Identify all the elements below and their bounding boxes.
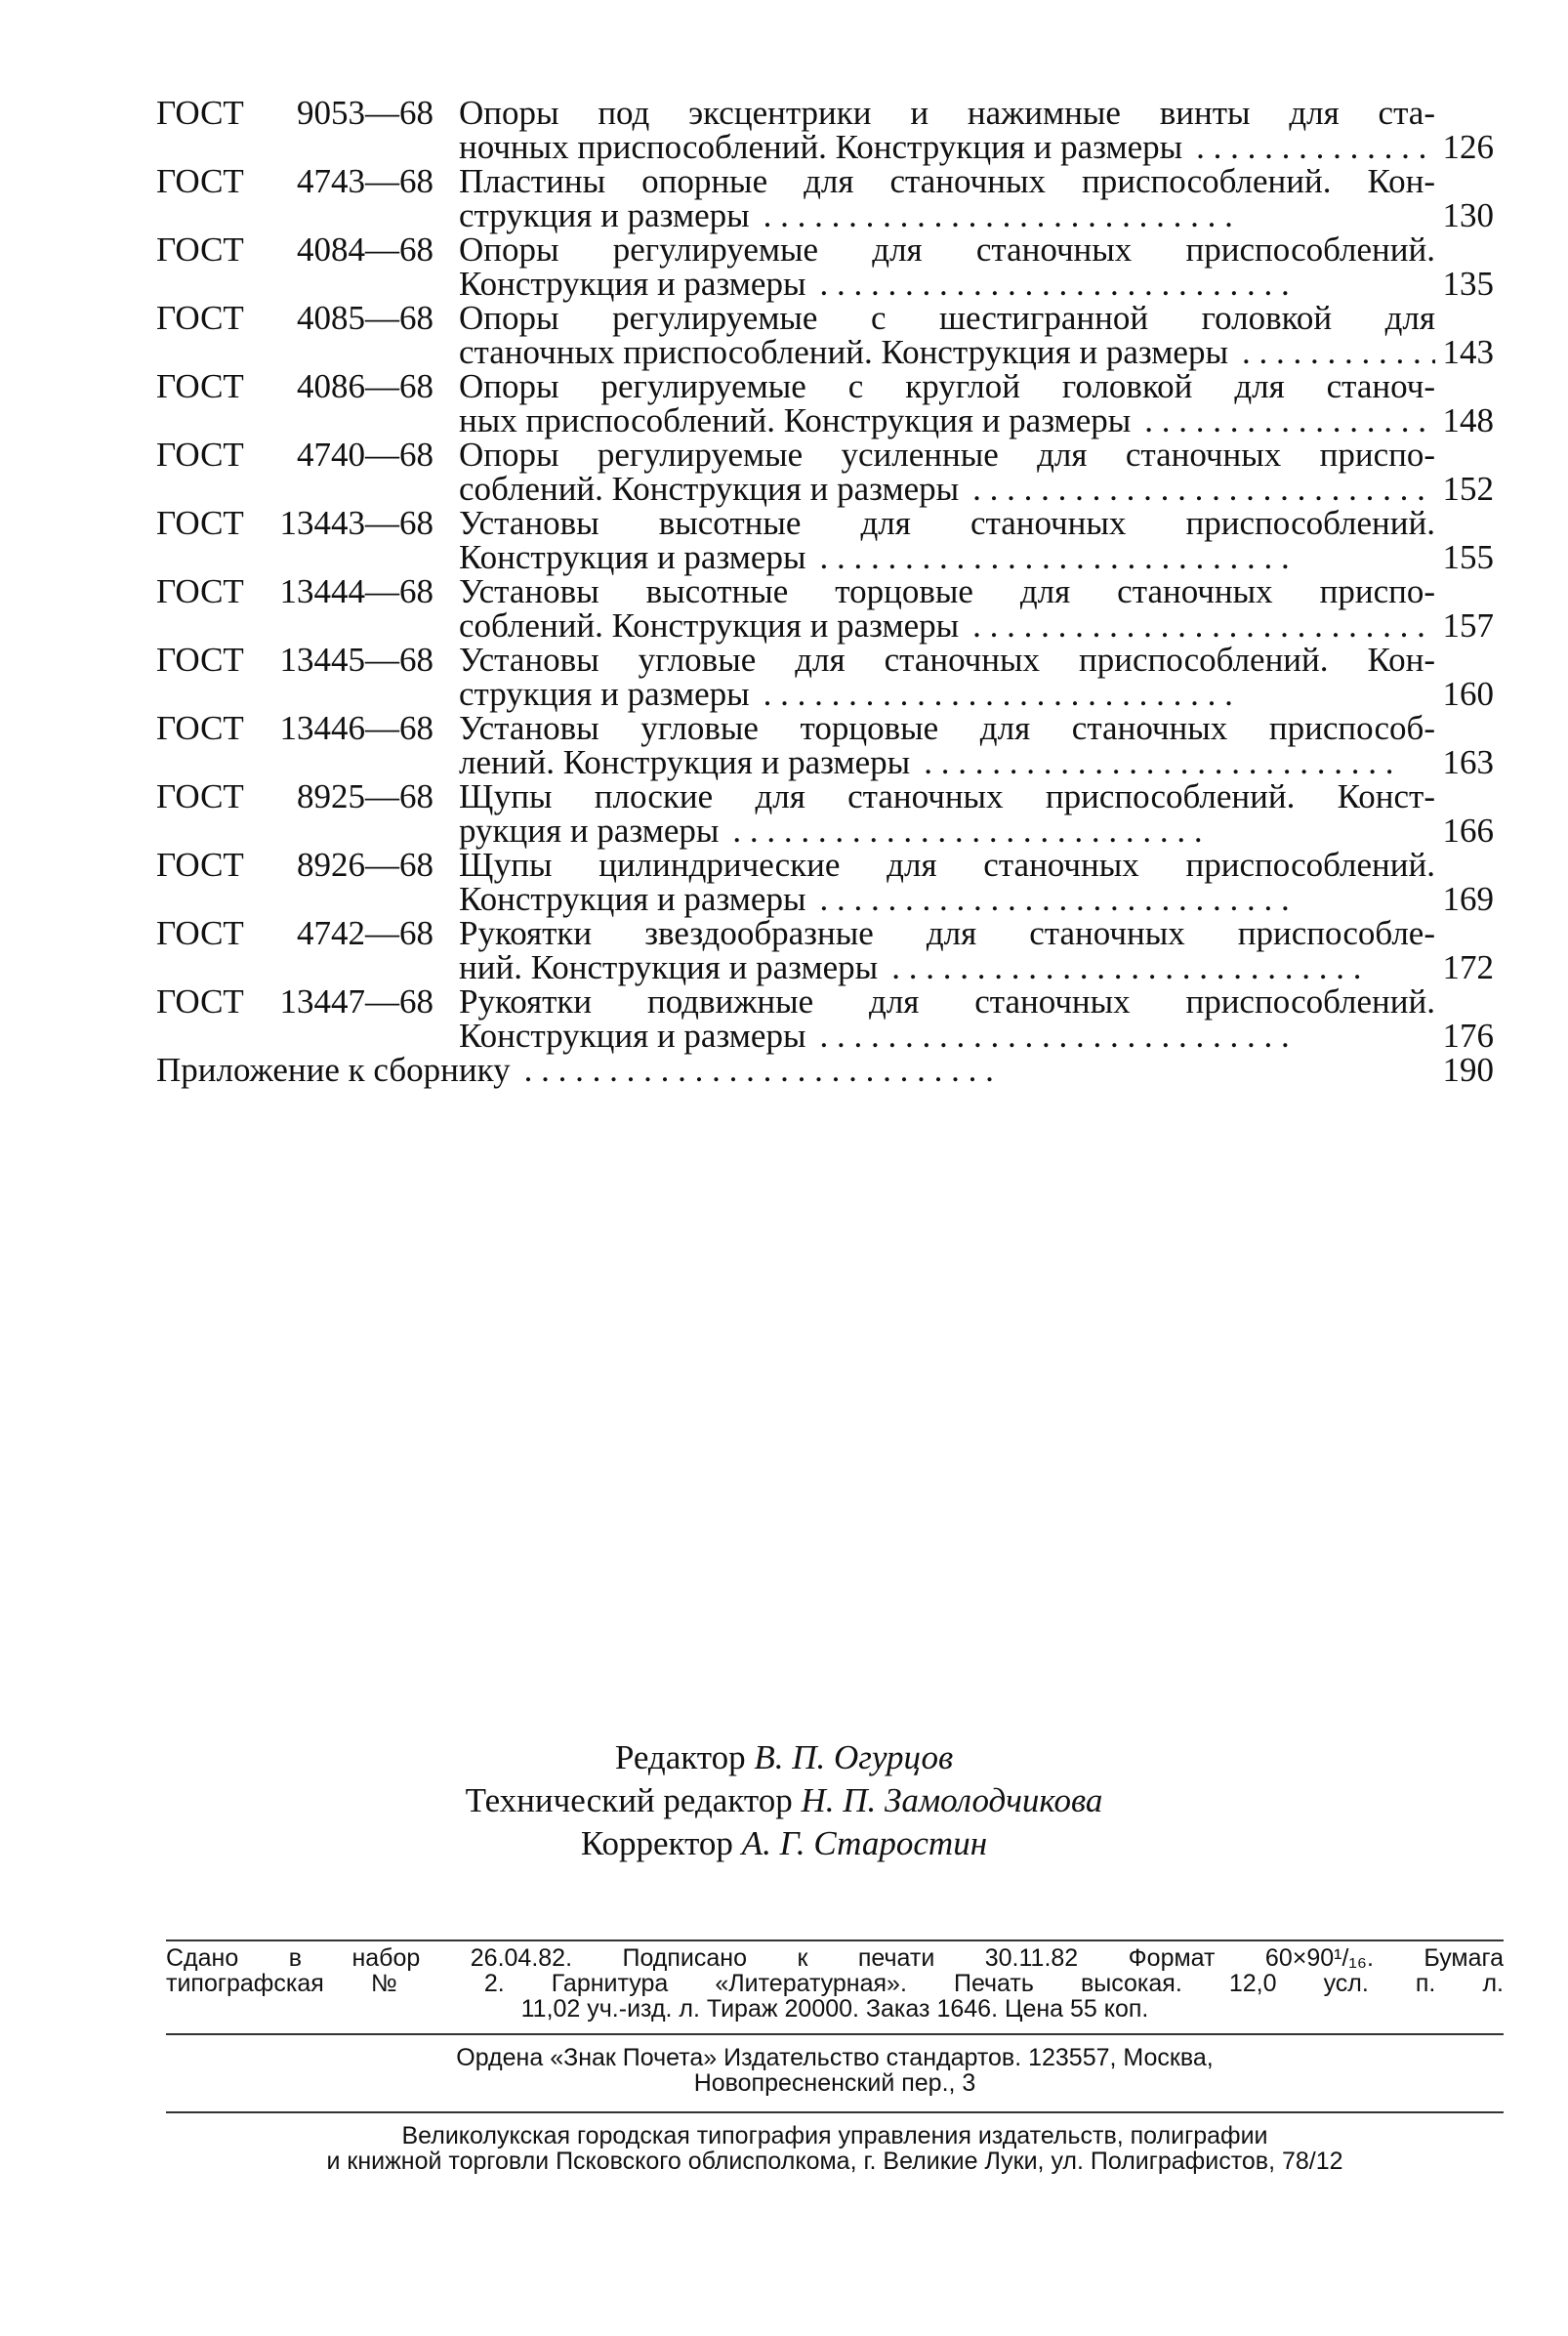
standard-number: 13446—68: [279, 709, 433, 747]
print-info: [166, 1945, 1504, 2022]
standard-prefix: ГОСТ: [156, 162, 244, 200]
toc-entry: [156, 506, 1494, 574]
entry-title-line: Пластины опорные для станочных приспособлений. Кон-: [459, 162, 1435, 200]
standard-prefix: ГОСТ: [156, 846, 244, 884]
corrector-name: А. Г. Старостин: [741, 1824, 988, 1862]
entry-title: [459, 96, 1435, 164]
toc-entry: [156, 916, 1494, 984]
standard-prefix: ГОСТ: [156, 94, 244, 132]
toc-entry: [156, 779, 1494, 848]
entry-title-line: ний. Конструкция и размеры: [459, 948, 879, 986]
entry-title-line: рукция и размеры: [459, 812, 720, 850]
entry-title-line: Опоры регулируемые усиленные для станочных приспо-: [459, 436, 1435, 474]
toc-entry: [156, 369, 1494, 438]
leader-dots: [1144, 403, 1435, 438]
entry-title: [459, 984, 1435, 1053]
page-number: 135: [1442, 265, 1494, 303]
divider: [166, 1940, 1504, 1941]
leader-dots: [972, 472, 1435, 506]
leader-dots: [1242, 335, 1435, 369]
standard-prefix: ГОСТ: [156, 230, 244, 269]
page-number: 166: [1442, 812, 1494, 850]
entry-title-line: станочных приспособлений. Конструкция и размеры: [459, 333, 1228, 371]
appendix-entry: [156, 1053, 1494, 1087]
entry-title-line: соблений. Конструкция и размеры: [459, 470, 960, 508]
toc-entry: [156, 164, 1494, 232]
entry-title-line: Опоры регулируемые с шестигранной головкой для: [459, 299, 1435, 337]
tech-editor-role: Технический редактор: [465, 1781, 793, 1819]
editor-line: [0, 1736, 1568, 1779]
toc-entry: [156, 232, 1494, 301]
standard-number: 4742—68: [297, 914, 433, 952]
toc-entry: [156, 643, 1494, 711]
standard-number: 4085—68: [297, 299, 433, 337]
page-number: 176: [1442, 1017, 1494, 1055]
page-number: 163: [1442, 743, 1494, 781]
standard-number: 13445—68: [279, 641, 433, 679]
entry-title-line: Опоры под эксцентрики и нажимные винты для ста-: [459, 94, 1435, 132]
publisher-line: Новопресненский пер., 3: [693, 2069, 976, 2097]
entry-title-line: струкция и размеры: [459, 675, 750, 713]
entry-title-line: соблений. Конструкция и размеры: [459, 606, 960, 645]
standard-prefix: ГОСТ: [156, 709, 244, 747]
page-number: 157: [1442, 606, 1494, 645]
leader-dots: [924, 745, 1435, 779]
entry-title: [459, 711, 1435, 779]
standard-prefix: ГОСТ: [156, 777, 244, 815]
standard-number: 8926—68: [297, 846, 433, 884]
standard-number: 4743—68: [297, 162, 433, 200]
standard-number: 8925—68: [297, 777, 433, 815]
page-number: 126: [1442, 128, 1494, 166]
leader-dots: [972, 608, 1435, 643]
entry-title: [459, 916, 1435, 984]
toc-entry: [156, 574, 1494, 643]
tech-editor-line: [0, 1779, 1568, 1822]
page-number: 155: [1442, 538, 1494, 576]
standard-number: 4084—68: [297, 230, 433, 269]
toc-entry: [156, 438, 1494, 506]
page-number: 169: [1442, 880, 1494, 918]
entry-title-line: Установы угловые торцовые для станочных приспособ-: [459, 709, 1435, 747]
standard-prefix: ГОСТ: [156, 982, 244, 1021]
leader-dots: [891, 950, 1435, 984]
leader-dots: [1196, 130, 1435, 164]
standard-prefix: ГОСТ: [156, 367, 244, 405]
tech-editor-name: Н. П. Замолодчикова: [801, 1781, 1103, 1819]
entry-title-line: Конструкция и размеры: [459, 538, 806, 576]
entry-title-line: Щупы цилиндрические для станочных приспособлений.: [459, 846, 1435, 884]
appendix-page-number: 190: [1442, 1051, 1494, 1089]
standard-prefix: ГОСТ: [156, 572, 244, 610]
standard-number: 13443—68: [279, 504, 433, 542]
page-number: 172: [1442, 948, 1494, 986]
entry-title: [459, 506, 1435, 574]
entry-title-line: Рукоятки звездообразные для станочных приспособле-: [459, 914, 1435, 952]
standard-number: 4740—68: [297, 436, 433, 474]
entry-title-line: струкция и размеры: [459, 196, 750, 234]
print-info-line: Сдано в набор 26.04.82. Подписано к печати 30.11.82 Формат 60×90¹/₁₆. Бумага: [166, 1944, 1504, 1972]
entry-title-line: лений. Конструкция и размеры: [459, 743, 911, 781]
standard-prefix: ГОСТ: [156, 914, 244, 952]
editor-name: В. П. Огурцов: [754, 1738, 954, 1776]
entry-title-line: Опоры регулируемые с круглой головкой для станоч-: [459, 367, 1435, 405]
editor-role: Редактор: [614, 1738, 746, 1776]
standard-number: 13444—68: [279, 572, 433, 610]
divider: [166, 2111, 1504, 2113]
entry-title-line: Установы угловые для станочных приспособлений. Кон-: [459, 641, 1435, 679]
table-of-contents: [156, 96, 1494, 1087]
leader-dots: [763, 198, 1435, 232]
page-number: 143: [1442, 333, 1494, 371]
entry-title: [459, 779, 1435, 848]
page-number: 130: [1442, 196, 1494, 234]
leader-dots: [820, 1019, 1436, 1053]
toc-entry: [156, 984, 1494, 1053]
leader-dots: [820, 267, 1436, 301]
standard-prefix: ГОСТ: [156, 436, 244, 474]
entry-title-line: Установы высотные торцовые для станочных приспо-: [459, 572, 1435, 610]
toc-entry: [156, 96, 1494, 164]
entry-title-line: ночных приспособлений. Конструкция и размеры: [459, 128, 1183, 166]
print-info-line: 11,02 уч.-изд. л. Тираж 20000. Заказ 1646. Цена 55 коп.: [520, 1995, 1149, 2023]
entry-title: [459, 438, 1435, 506]
standard-prefix: ГОСТ: [156, 299, 244, 337]
standard-prefix: ГОСТ: [156, 641, 244, 679]
corrector-role: Корректор: [580, 1824, 733, 1862]
entry-title: [459, 232, 1435, 301]
page-number: 160: [1442, 675, 1494, 713]
entry-title-line: Щупы плоские для станочных приспособлений. Конст-: [459, 777, 1435, 815]
leader-dots: [820, 540, 1436, 574]
corrector-line: [0, 1822, 1568, 1865]
leader-dots: [763, 677, 1435, 711]
printer-info: [166, 2123, 1504, 2174]
standard-number: 9053—68: [297, 94, 433, 132]
publisher-line: Ордена «Знак Почета» Издательство стандартов. 123557, Москва,: [456, 2044, 1214, 2071]
entry-title-line: ных приспособлений. Конструкция и размеры: [459, 401, 1132, 439]
standard-number: 4086—68: [297, 367, 433, 405]
entry-title: [459, 574, 1435, 643]
entry-title: [459, 369, 1435, 438]
entry-title-line: Конструкция и размеры: [459, 265, 806, 303]
entry-title: [459, 643, 1435, 711]
standard-number: 13447—68: [279, 982, 433, 1021]
divider: [166, 2033, 1504, 2035]
leader-dots: [732, 813, 1435, 848]
entry-title-line: Рукоятки подвижные для станочных приспособлений.: [459, 982, 1435, 1021]
entry-title-line: Установы высотные для станочных приспособлений.: [459, 504, 1435, 542]
print-info-line: типографская № 2. Гарнитура «Литературная». Печать высокая. 12,0 усл. п. л.: [166, 1970, 1504, 1997]
appendix-label: Приложение к сборнику: [156, 1051, 511, 1089]
printer-line: Великолукская городская типография управления издательств, полиграфии: [401, 2122, 1268, 2149]
standard-prefix: ГОСТ: [156, 504, 244, 542]
leader-dots: [524, 1053, 1435, 1087]
entry-title-line: Конструкция и размеры: [459, 880, 806, 918]
toc-entry: [156, 848, 1494, 916]
credits: [0, 1736, 1568, 1865]
entry-title: [459, 848, 1435, 916]
toc-entry: [156, 301, 1494, 369]
toc-entry: [156, 711, 1494, 779]
leader-dots: [820, 882, 1436, 916]
entry-title: [459, 164, 1435, 232]
entry-title-line: Опоры регулируемые для станочных приспособлений.: [459, 230, 1435, 269]
entry-title-line: Конструкция и размеры: [459, 1017, 806, 1055]
page-number: 152: [1442, 470, 1494, 508]
printer-line: и книжной торговли Псковского облисполкома, г. Великие Луки, ул. Полиграфистов, 78/12: [326, 2148, 1343, 2175]
page-number: 148: [1442, 401, 1494, 439]
entry-title: [459, 301, 1435, 369]
publisher-info: [166, 2045, 1504, 2096]
